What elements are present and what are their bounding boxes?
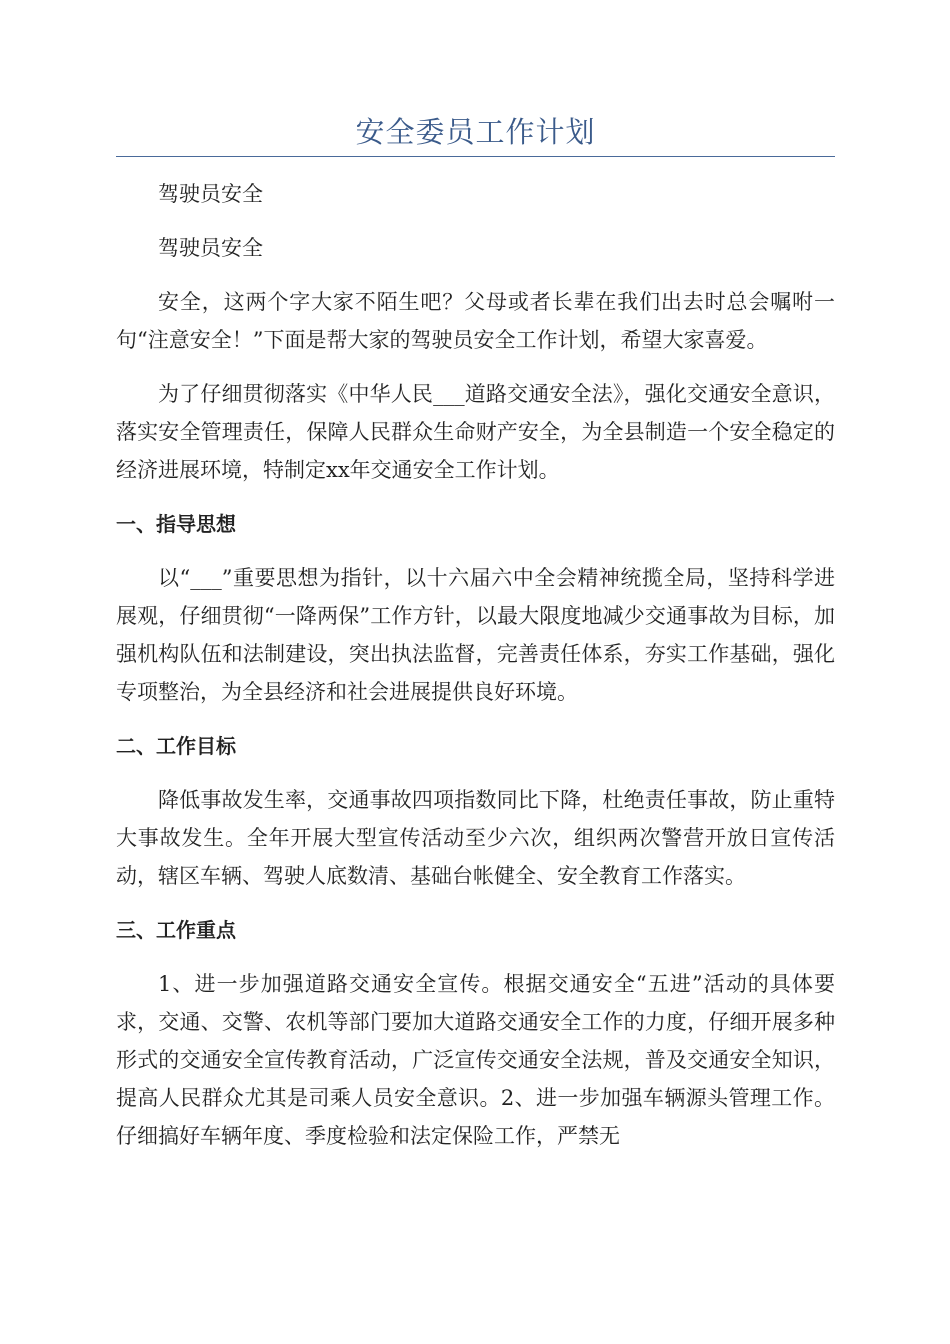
document-title: 安全委员工作计划: [355, 115, 596, 149]
paragraph-purpose: 为了仔细贯彻落实《中华人民___道路交通安全法》，强化交通安全意识，落实安全管理责任，保障人民群众生命财产安全，为全县制造一个安全稳定的经济进展环境，特制定xx年交通安全工作计划。: [116, 382, 835, 482]
section-text-guiding-thought: 以“___”重要思想为指针，以十六届六中全会精神统揽全局，坚持科学进展观，仔细贯彻“一降两保”工作方针，以最大限度地减少交通事故为目标，加强机构队伍和法制建设，突出执法监督，完善责任体系，夯实工作基础，强化专项整治，为全县经济和社会进展提供良好环境。: [116, 566, 835, 704]
section-heading-work-goals: 二、工作目标: [116, 734, 236, 758]
section-heading-work-focus: 三、工作重点: [116, 918, 236, 942]
title-underline: [116, 156, 835, 157]
section-text-work-focus: 1、进一步加强道路交通安全宣传。根据交通安全“五进”活动的具体要求，交通、交警、农机等部门要加大道路交通安全工作的力度，仔细开展多种形式的交通安全宣传教育活动，广泛宣传交通安全法规，普及交通安全知识，提高人民群众尤其是司乘人员安全意识。2、进一步加强车辆源头管理工作。仔细搞好车辆年度、季度检验和法定保险工作，严禁无: [116, 972, 835, 1148]
paragraph-subtitle-1: 驾驶员安全: [158, 182, 263, 206]
document-page: [116, 110, 835, 1155]
section-text-work-goals: 降低事故发生率，交通事故四项指数同比下降，杜绝责任事故，防止重特大事故发生。全年开展大型宣传活动至少六次，组织两次警营开放日宣传活动，辖区车辆、驾驶人底数清、基础台帐健全、安全教育工作落实。: [116, 788, 835, 888]
paragraph-intro: 安全，这两个字大家不陌生吧？父母或者长辈在我们出去时总会嘱咐一句“注意安全！”下面是帮大家的驾驶员安全工作计划，希望大家喜爱。: [116, 290, 835, 352]
section-heading-guiding-thought: 一、指导思想: [116, 512, 236, 536]
paragraph-subtitle-2: 驾驶员安全: [158, 236, 263, 260]
